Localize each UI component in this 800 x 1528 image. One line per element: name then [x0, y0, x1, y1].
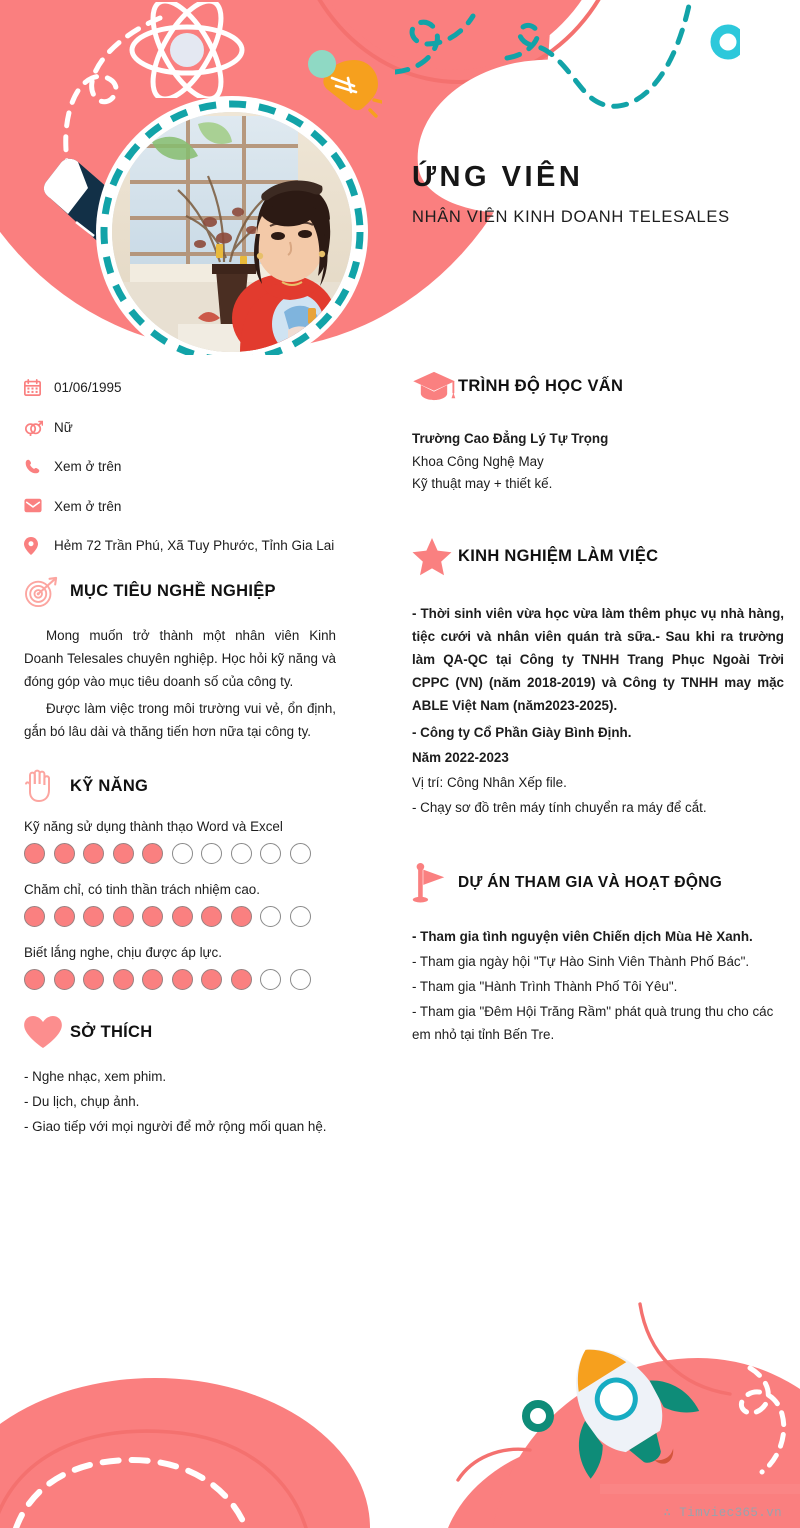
hand-icon — [24, 769, 70, 803]
education-line: Khoa Công Nghệ May — [412, 453, 544, 469]
rating-dot-filled[interactable] — [113, 969, 134, 990]
coral-background-shape — [0, 1378, 370, 1528]
contact-item-birthday — [24, 378, 336, 398]
section-title: DỰ ÁN THAM GIA VÀ HOẠT ĐỘNG — [458, 873, 723, 891]
project-line: - Tham gia "Hành Trình Thành Phố Tôi Yêu". — [412, 979, 678, 995]
rating-dot-filled[interactable] — [24, 969, 45, 990]
rating-dot-filled[interactable] — [54, 906, 75, 927]
coral-background-shape — [490, 1358, 800, 1528]
phone-icon — [24, 457, 54, 475]
rating-dot-filled[interactable] — [83, 843, 104, 864]
experience-line: - Thời sinh viên vừa học vừa làm thêm phục vụ nhà hàng, tiệc cưới và nhân viên quán trà sữa.- Sau khi ra trường làm QA-QC tại Công ty TNHH Trang Phục Ngoài Trời CPPC (VN) (năm 2018-2019) và Công ty TNHH may mặc ABLE Việt Nam (năm2023-2025). — [412, 605, 784, 713]
target-icon — [24, 576, 70, 608]
contact-item-address — [24, 536, 336, 556]
rating-dot-filled[interactable] — [113, 843, 134, 864]
job-title: NHÂN VIÊN KINH DOANH TELESALES — [412, 207, 730, 226]
contact-item-email — [24, 497, 336, 517]
contact-item-phone — [24, 457, 336, 477]
experience-line: - Chạy sơ đồ trên máy tính chuyển ra máy để cắt. — [412, 799, 707, 815]
section-hobbies — [24, 1016, 336, 1138]
skill-label: Chăm chỉ, có tinh thần trách nhiệm cao. — [24, 882, 260, 898]
email-icon — [24, 497, 54, 513]
project-line: - Tham gia ngày hội "Tự Hào Sinh Viên Thành Phố Bác". — [412, 954, 750, 970]
calendar-icon — [24, 378, 54, 396]
section-header — [412, 370, 784, 402]
hobby-item: - Giao tiếp với mọi người để mở rộng mối quan hệ. — [24, 1119, 327, 1135]
section-education — [412, 370, 784, 496]
section-header — [412, 863, 784, 903]
gender-icon — [24, 418, 54, 436]
page-title: ỨNG VIÊN — [412, 161, 584, 193]
project-line: - Tham gia "Đêm Hội Trăng Rầm" phát quà trung thu cho các em nhỏ tại tỉnh Bến Tre. — [412, 1004, 774, 1043]
right-column — [412, 370, 784, 1072]
rating-dot-empty[interactable] — [172, 843, 193, 864]
rating-dot-empty[interactable] — [260, 969, 281, 990]
section-experience — [412, 538, 784, 819]
contact-list — [24, 378, 336, 556]
rating-dot-filled[interactable] — [231, 906, 252, 927]
avatar — [96, 96, 368, 355]
rating-dot-filled[interactable] — [24, 843, 45, 864]
flag-icon — [412, 863, 458, 903]
rating-dot-filled[interactable] — [54, 843, 75, 864]
section-title: TRÌNH ĐỘ HỌC VẤN — [458, 376, 624, 395]
rating-dot-filled[interactable] — [142, 843, 163, 864]
experience-line: Năm 2022-2023 — [412, 749, 509, 765]
objective-paragraph: Được làm việc trong môi trường vui vẻ, ổn định, gắn bó lâu dài và thăng tiến hơn nữa tại công ty. — [24, 700, 336, 739]
section-header — [24, 1016, 336, 1049]
heart-icon — [24, 1016, 70, 1049]
section-header — [412, 538, 784, 576]
rating-dot-filled[interactable] — [24, 906, 45, 927]
section-header — [24, 576, 336, 608]
contact-value: Nữ — [54, 419, 73, 435]
rating-dot-filled[interactable] — [83, 906, 104, 927]
section-skills — [24, 769, 336, 990]
star-icon — [412, 538, 458, 576]
cyan-ring-icon — [715, 29, 740, 55]
contact-value: 01/06/1995 — [54, 380, 122, 395]
rating-dot-filled[interactable] — [231, 969, 252, 990]
graduation-cap-icon — [412, 370, 458, 402]
skill-item — [24, 945, 336, 990]
contact-value: Xem ở trên — [54, 498, 122, 514]
rating-dot-filled[interactable] — [201, 906, 222, 927]
rating-dot-empty[interactable] — [290, 843, 311, 864]
section-title: KỸ NĂNG — [70, 776, 149, 795]
rating-dot-filled[interactable] — [113, 906, 134, 927]
contact-value: Hẻm 72 Trần Phú, Xã Tuy Phước, Tỉnh Gia Lai — [54, 538, 335, 554]
education-line: Trường Cao Đẳng Lý Tự Trọng — [412, 431, 609, 446]
footer-watermark: ∴ Timviec365.vn — [663, 1506, 782, 1520]
objective-paragraph: Mong muốn trở thành một nhân viên Kinh Doanh Telesales chuyên nghiệp. Học hỏi kỹ năng và đóng góp vào mục tiêu doanh số của công ty. — [24, 627, 336, 689]
name-block — [412, 162, 792, 227]
skill-rating[interactable] — [24, 843, 336, 864]
contact-item-gender — [24, 418, 336, 438]
section-header — [24, 769, 336, 803]
footer-decoration-band — [0, 1268, 800, 1528]
skill-rating[interactable] — [24, 906, 336, 927]
photo-dashed-border — [96, 96, 368, 355]
rating-dot-filled[interactable] — [201, 969, 222, 990]
section-objective — [24, 576, 336, 743]
rating-dot-empty[interactable] — [260, 906, 281, 927]
rating-dot-filled[interactable] — [83, 969, 104, 990]
rating-dot-filled[interactable] — [172, 906, 193, 927]
section-title: KINH NGHIỆM LÀM VIỆC — [458, 547, 659, 566]
rating-dot-filled[interactable] — [54, 969, 75, 990]
left-column — [24, 378, 336, 1164]
skill-label: Biết lắng nghe, chịu được áp lực. — [24, 945, 222, 961]
rating-dot-empty[interactable] — [260, 843, 281, 864]
section-title: MỤC TIÊU NGHỀ NGHIỆP — [70, 582, 276, 601]
hobby-item: - Nghe nhạc, xem phim. — [24, 1069, 167, 1085]
section-projects — [412, 863, 784, 1046]
experience-line: Vị trí: Công Nhân Xếp file. — [412, 774, 567, 790]
rating-dot-empty[interactable] — [290, 906, 311, 927]
section-title: SỞ THÍCH — [70, 1023, 153, 1042]
rating-dot-empty[interactable] — [290, 969, 311, 990]
hobby-item: - Du lịch, chụp ảnh. — [24, 1094, 140, 1110]
education-line: Kỹ thuật may + thiết kế. — [412, 476, 553, 492]
footer-accent-bar — [600, 1484, 800, 1494]
skill-item — [24, 882, 336, 927]
project-line: - Tham gia tình nguyện viên Chiến dịch Mùa Hè Xanh. — [412, 928, 753, 944]
rating-dot-empty[interactable] — [201, 843, 222, 864]
location-icon — [24, 536, 54, 555]
rating-dot-filled[interactable] — [142, 906, 163, 927]
rating-dot-filled[interactable] — [172, 969, 193, 990]
skill-rating[interactable] — [24, 969, 336, 990]
rating-dot-filled[interactable] — [142, 969, 163, 990]
rating-dot-empty[interactable] — [231, 843, 252, 864]
skill-item — [24, 819, 336, 864]
contact-value: Xem ở trên — [54, 459, 122, 475]
experience-line: - Công ty Cổ Phần Giày Bình Định. — [412, 724, 632, 740]
skill-label: Kỹ năng sử dụng thành thạo Word và Excel — [24, 819, 283, 835]
